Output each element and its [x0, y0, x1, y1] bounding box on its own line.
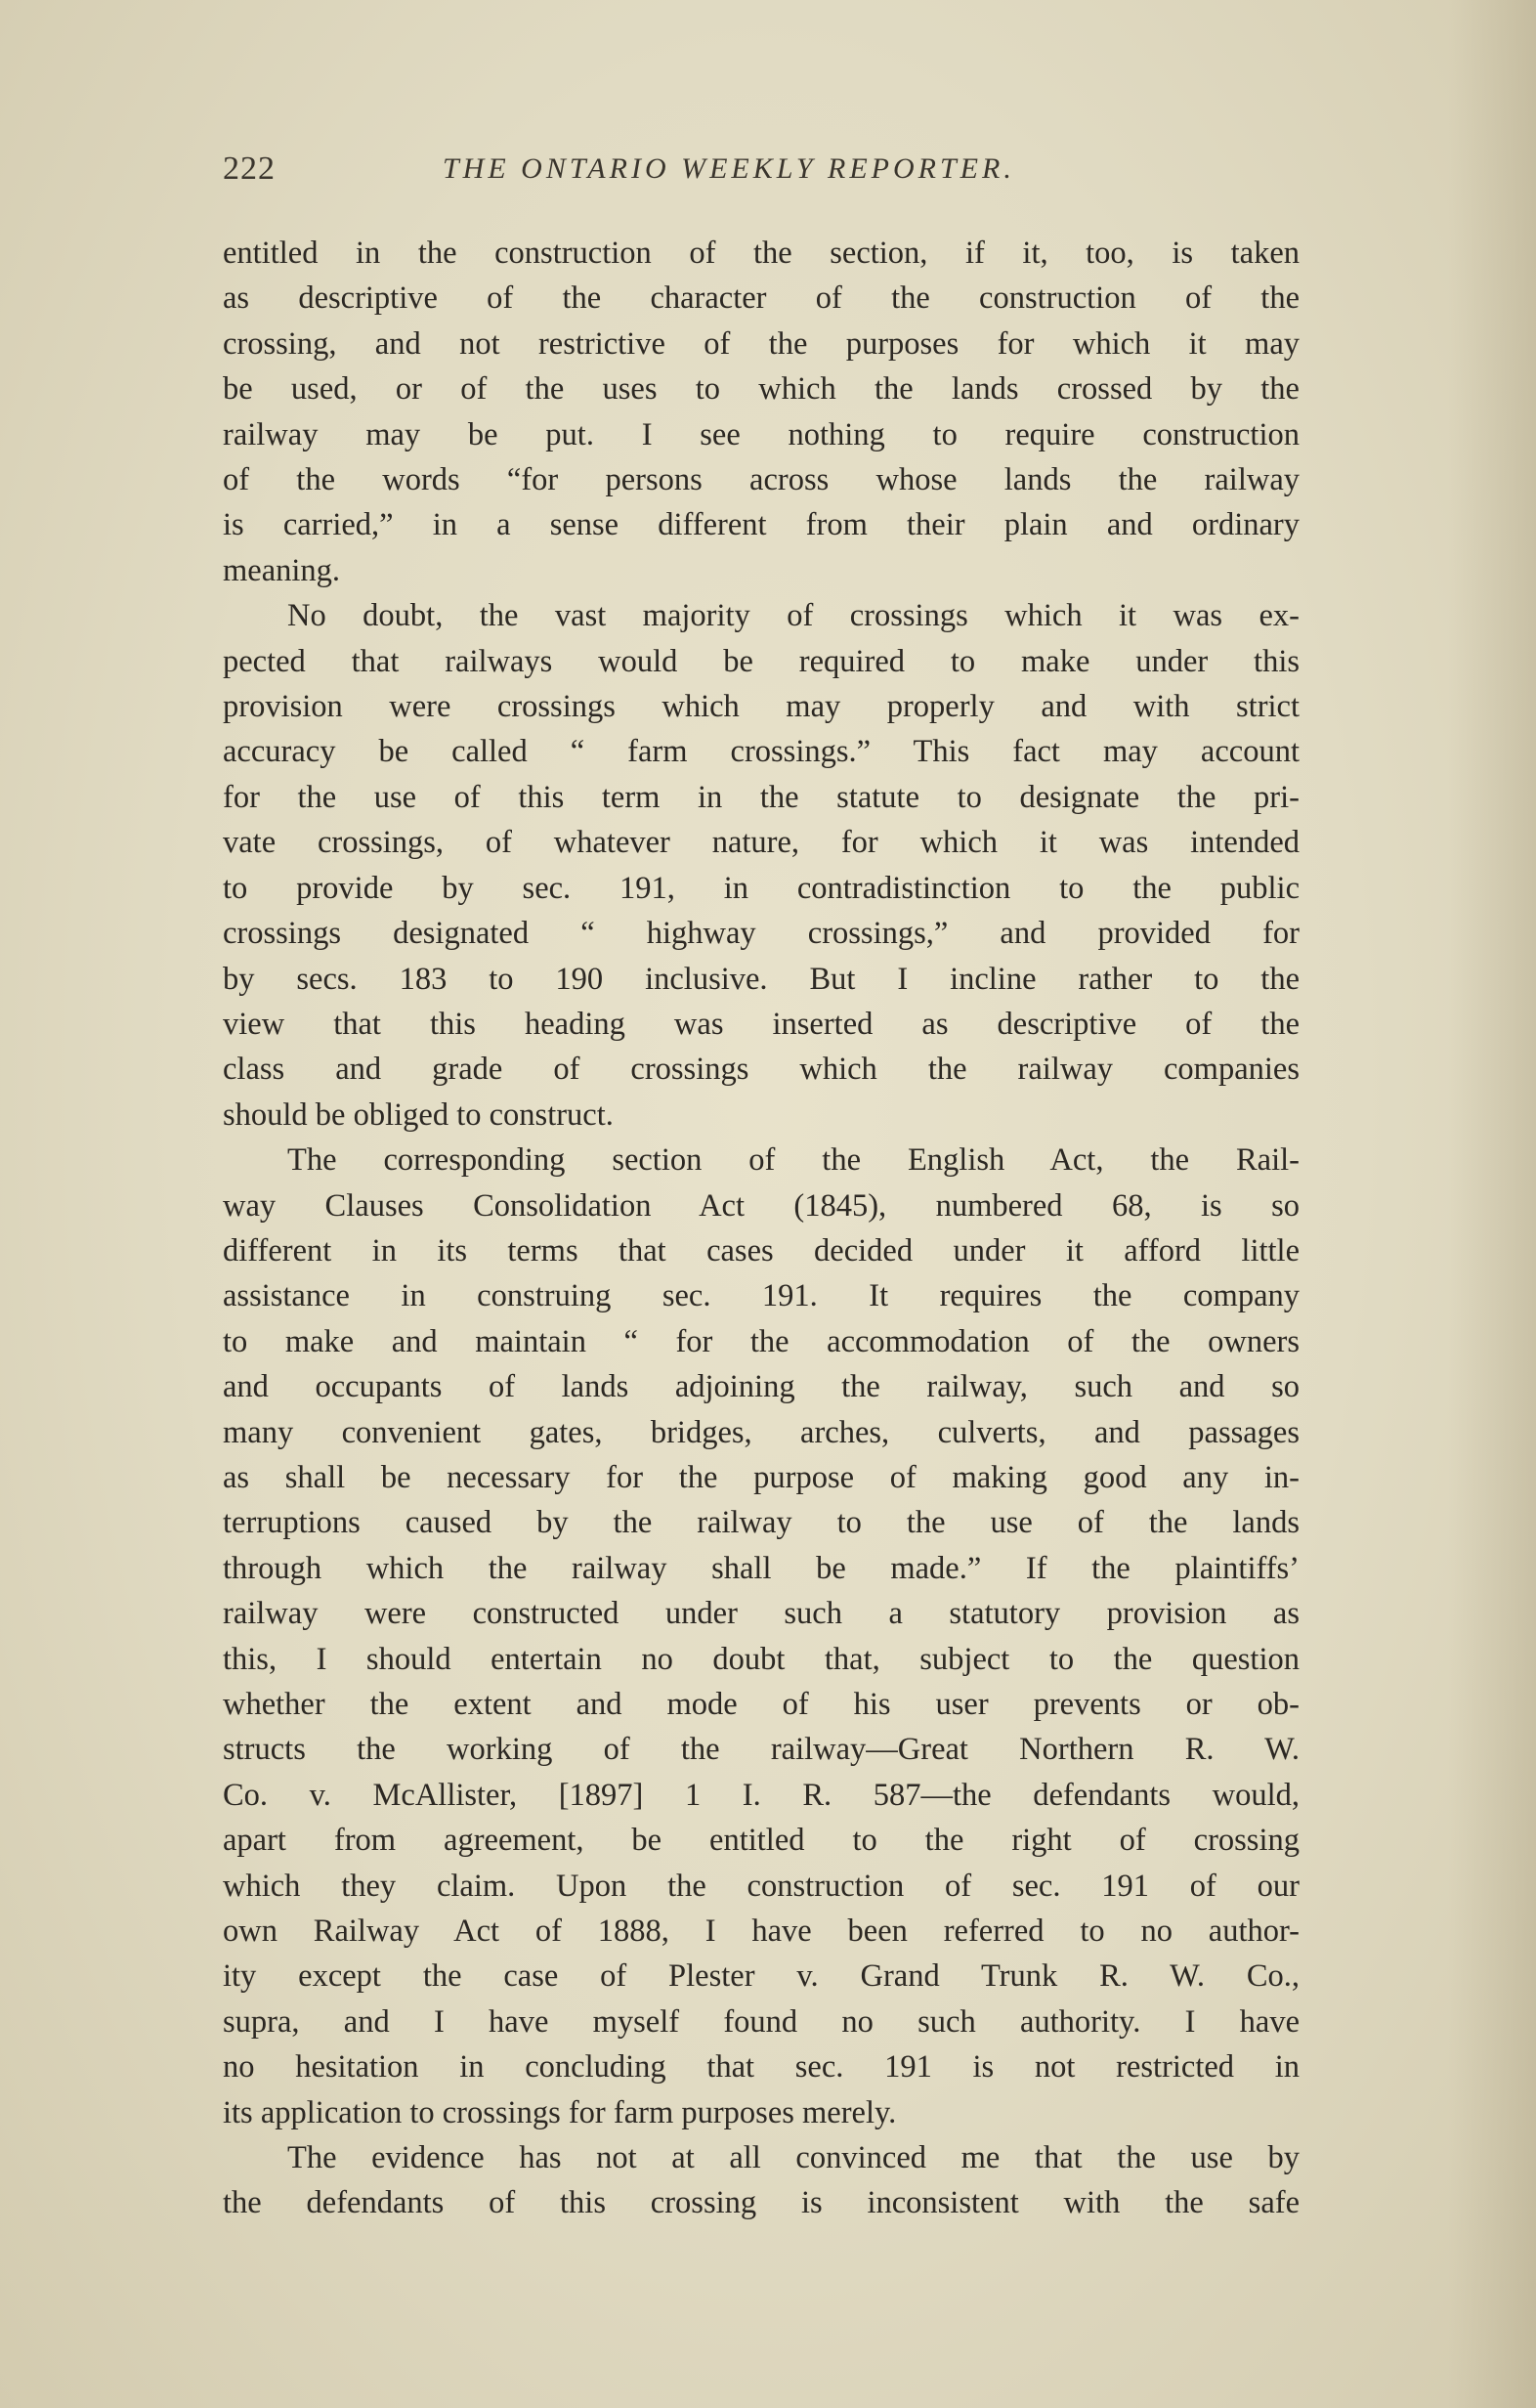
text-line: entitled in the construction of the section, if it, too, is taken — [223, 236, 1300, 271]
text-line: The corresponding section of the English Act, the Rail- — [287, 1142, 1300, 1179]
text-line: apart from agreement, be entitled to the right of crossing — [223, 1823, 1300, 1859]
text-line: as shall be necessary for the purpose of making good any in- — [223, 1459, 1300, 1495]
text-line: class and grade of crossings which the railway companies — [223, 1052, 1300, 1088]
text-line: whether the extent and mode of his user prevents or ob- — [223, 1687, 1300, 1722]
text-line: meaning. — [223, 552, 341, 588]
text-line: no hesitation in concluding that sec. 191 is not restricted in — [223, 2049, 1300, 2086]
text-line: is carried,” in a sense different from their plain and ordinary — [223, 507, 1300, 543]
text-line: accuracy be called “ farm crossings.” This fact may account — [223, 734, 1300, 770]
text-line: ity except the case of Plester v. Grand Trunk R. W. Co., — [223, 1958, 1300, 1995]
text-line: Co. v. McAllister, [1897] 1 I. R. 587—the defendants would, — [223, 1777, 1300, 1813]
paragraph-2 — [223, 593, 1300, 1138]
text-line: vate crossings, of whatever nature, for which it was intended — [223, 825, 1300, 861]
text-line: for the use of this term in the statute to designate the pri- — [223, 779, 1300, 815]
text-line: railway may be put. I see nothing to require construction — [223, 416, 1300, 452]
text-line: supra, and I have myself found no such authority. I have — [223, 2003, 1300, 2040]
text-line: crossing, and not restrictive of the purposes for which it may — [223, 325, 1300, 362]
text-line: to provide by sec. 191, in contradistinction to the public — [223, 870, 1300, 906]
text-line: its application to crossings for farm purposes merely. — [223, 2094, 897, 2130]
text-line: different in its terms that cases decided under it afford little — [223, 1232, 1300, 1268]
text-line: by secs. 183 to 190 inclusive. But I incline rather to the — [223, 961, 1300, 997]
text-line: should be obliged to construct. — [223, 1096, 614, 1133]
text-line: which they claim. Upon the construction of sec. 191 of our — [223, 1868, 1300, 1904]
text-line: as descriptive of the character of the construction of the — [223, 280, 1300, 317]
text-line: be used, or of the uses to which the lands crossed by the — [223, 371, 1300, 408]
text-line: view that this heading was inserted as descriptive of the — [223, 1006, 1300, 1042]
text-line: this, I should entertain no doubt that, subject to the question — [223, 1641, 1300, 1677]
text-line: terruptions caused by the railway to the use of the lands — [223, 1505, 1300, 1541]
text-line: through which the railway shall be made.” If the plaintiffs’ — [223, 1550, 1300, 1586]
text-line: and occupants of lands adjoining the railway, such and so — [223, 1369, 1300, 1405]
text-line: The evidence has not at all convinced me that the use by — [287, 2140, 1300, 2176]
text-line: railway were constructed under such a statutory provision as — [223, 1596, 1300, 1632]
text-line: the defendants of this crossing is inconsistent with the safe — [223, 2185, 1300, 2221]
body-text — [223, 231, 1300, 2226]
page-number: 222 — [223, 150, 276, 187]
text-line: to make and maintain “ for the accommodation of the owners — [223, 1323, 1300, 1359]
running-head — [223, 147, 1300, 205]
text-line: crossings designated “ highway crossings,” and provided for — [223, 916, 1300, 952]
paragraph-3 — [223, 1138, 1300, 2135]
text-line: provision were crossings which may properly and with strict — [223, 689, 1300, 725]
text-line: way Clauses Consolidation Act (1845), numbered 68, is so — [223, 1187, 1300, 1224]
text-line: many convenient gates, bridges, arches, culverts, and passages — [223, 1414, 1300, 1450]
text-line: structs the working of the railway—Great Northern R. W. — [223, 1732, 1300, 1768]
paragraph-4 — [223, 2135, 1300, 2226]
journal-title: THE ONTARIO WEEKLY REPORTER. — [443, 152, 1015, 185]
text-line: pected that railways would be required to make under this — [223, 643, 1300, 679]
text-line: assistance in construing sec. 191. It requires the company — [223, 1278, 1300, 1314]
text-line: of the words “for persons across whose lands the railway — [223, 462, 1300, 498]
paragraph-1 — [223, 231, 1300, 593]
text-line: own Railway Act of 1888, I have been referred to no author- — [223, 1914, 1300, 1950]
text-line: No doubt, the vast majority of crossings which it was ex- — [287, 598, 1300, 634]
